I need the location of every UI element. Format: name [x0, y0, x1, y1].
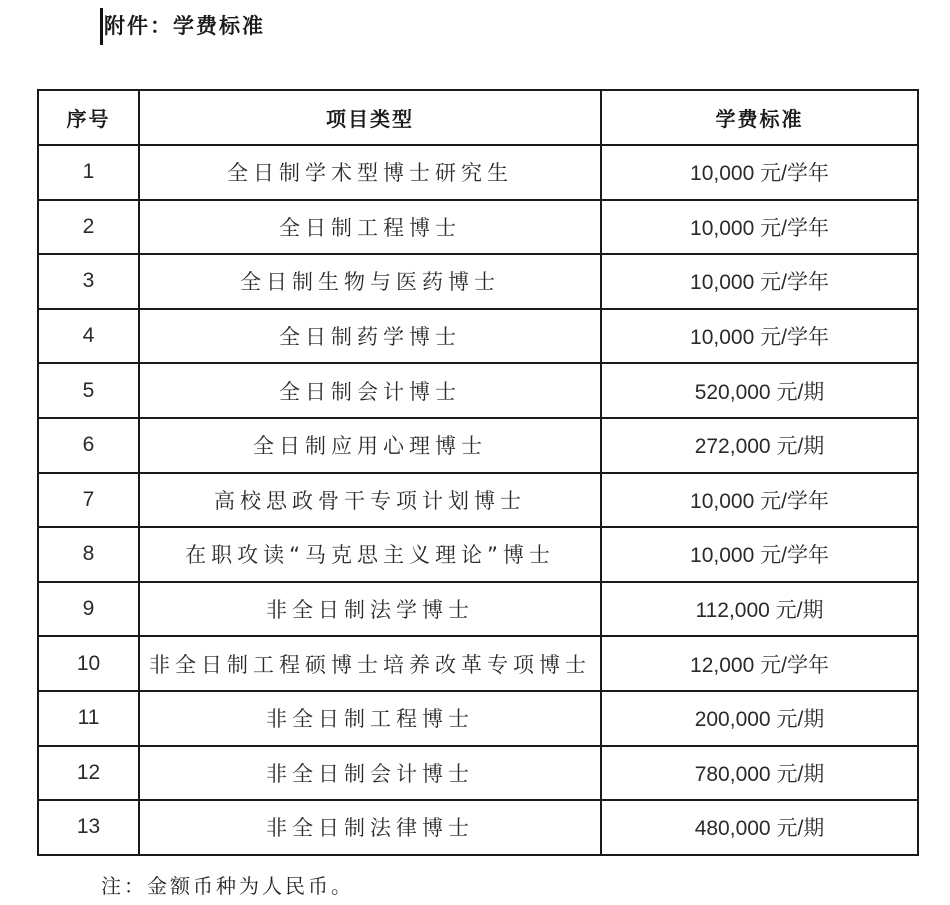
tuition-fee: 480,000 元/期: [601, 800, 918, 855]
tuition-fee: 10,000 元/学年: [601, 309, 918, 364]
row-number: 10: [38, 636, 139, 691]
table-row: [38, 309, 918, 364]
program-type: 非全日制工程博士: [139, 691, 601, 746]
program-type: 全日制工程博士: [139, 200, 601, 255]
currency-note: 注：金额币种为人民币。: [101, 874, 354, 898]
program-type: 在职攻读“马克思主义理论”博士: [139, 527, 601, 582]
program-type: 全日制学术型博士研究生: [139, 145, 601, 200]
table-row: [38, 254, 918, 309]
program-type: 全日制药学博士: [139, 309, 601, 364]
tuition-fee: 12,000 元/学年: [601, 636, 918, 691]
row-number: 8: [38, 527, 139, 582]
tuition-fee: 10,000 元/学年: [601, 473, 918, 528]
tuition-fee: 10,000 元/学年: [601, 527, 918, 582]
program-type: 非全日制会计博士: [139, 746, 601, 801]
table-row: [38, 145, 918, 200]
header-serial-number: 序号: [38, 90, 139, 145]
tuition-fee: 10,000 元/学年: [601, 200, 918, 255]
table-row: [38, 691, 918, 746]
program-type: 全日制生物与医药博士: [139, 254, 601, 309]
row-number: 4: [38, 309, 139, 364]
row-number: 5: [38, 363, 139, 418]
tuition-fee: 112,000 元/期: [601, 582, 918, 637]
row-number: 3: [38, 254, 139, 309]
row-number: 6: [38, 418, 139, 473]
table-row: [38, 800, 918, 855]
program-type: 非全日制工程硕博士培养改革专项博士: [139, 636, 601, 691]
tuition-fee: 272,000 元/期: [601, 418, 918, 473]
tuition-fee: 200,000 元/期: [601, 691, 918, 746]
tuition-fee: 780,000 元/期: [601, 746, 918, 801]
row-number: 9: [38, 582, 139, 637]
row-number: 1: [38, 145, 139, 200]
table-row: [38, 473, 918, 528]
tuition-fee: 10,000 元/学年: [601, 145, 918, 200]
table-header-row: [38, 90, 918, 145]
table-row: [38, 200, 918, 255]
header-tuition-standard: 学费标准: [601, 90, 918, 145]
table-row: [38, 363, 918, 418]
program-type: 非全日制法学博士: [139, 582, 601, 637]
tuition-fee: 520,000 元/期: [601, 363, 918, 418]
table-row: [38, 582, 918, 637]
program-type: 高校思政骨干专项计划博士: [139, 473, 601, 528]
tuition-fee-table: [37, 89, 919, 856]
table-row: [38, 418, 918, 473]
program-type: 全日制应用心理博士: [139, 418, 601, 473]
row-number: 13: [38, 800, 139, 855]
table-row: [38, 527, 918, 582]
table-row: [38, 746, 918, 801]
row-number: 7: [38, 473, 139, 528]
table-row: [38, 636, 918, 691]
row-number: 12: [38, 746, 139, 801]
row-number: 11: [38, 691, 139, 746]
row-number: 2: [38, 200, 139, 255]
document-title: 附件：学费标准: [104, 14, 265, 38]
tuition-fee: 10,000 元/学年: [601, 254, 918, 309]
header-program-type: 项目类型: [139, 90, 601, 145]
program-type: 全日制会计博士: [139, 363, 601, 418]
program-type: 非全日制法律博士: [139, 800, 601, 855]
